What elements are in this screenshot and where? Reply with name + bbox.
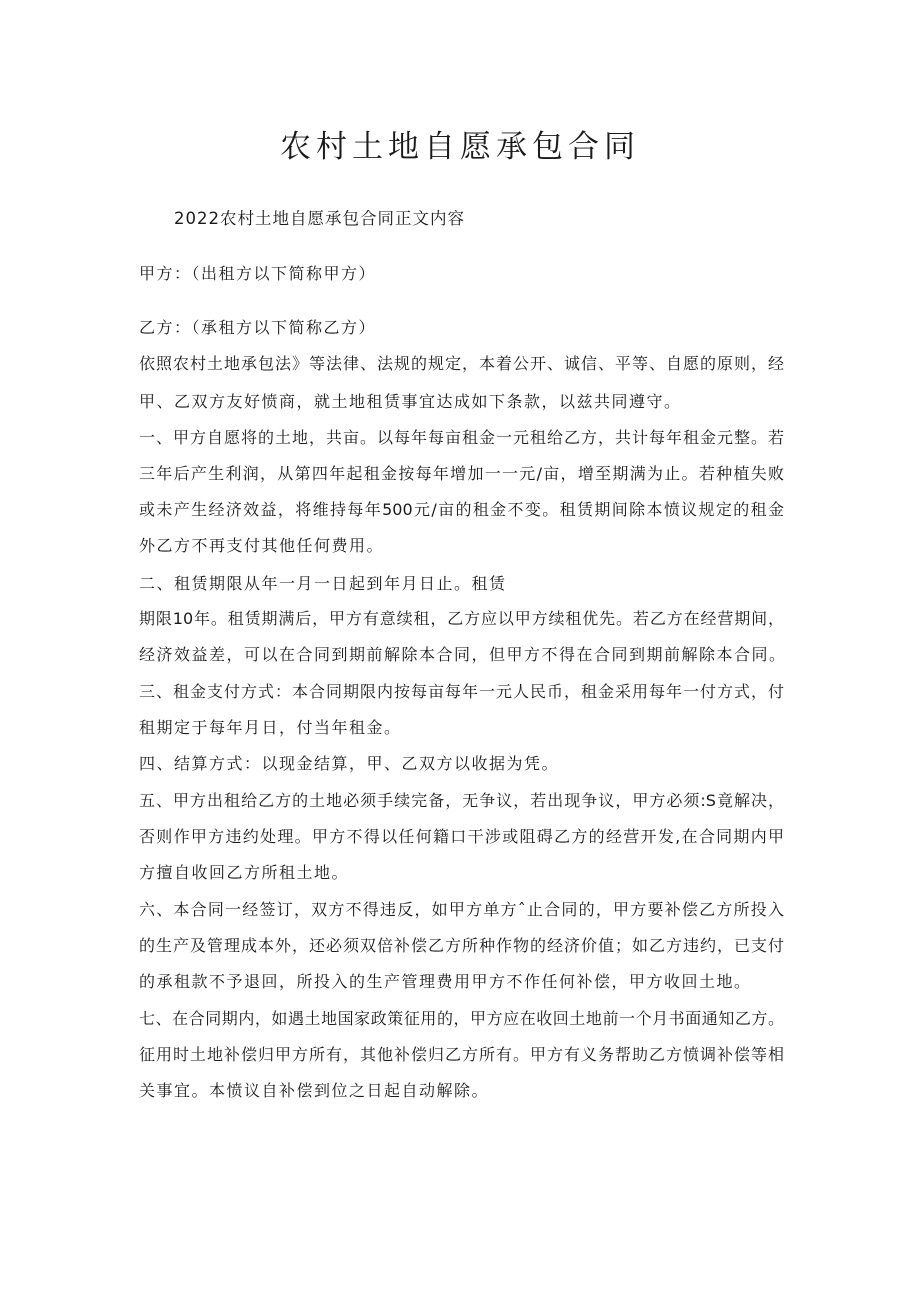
clause-3-line: 三、租金支付方式：本合同期限内按每亩每年一元人民币，租金采用每年一付方式，付 xyxy=(139,682,784,701)
clause-5-line: 五、甲方出租给乙方的土地必须手续完备，无争议，若出现争议，甲方必须:S竟解决， xyxy=(139,791,784,810)
clause-6-line: 六、本合同一经签订，双方不得违反，如甲方单方ˆ止合同的，甲方要补偿乙方所投入 xyxy=(139,900,784,919)
clause-1-line: 外乙方不再支付其他任何费用。 xyxy=(139,536,385,555)
body-line: 依照农村土地承包法》等法律、法规的规定，本着公开、诚信、平等、自愿的原则，经 xyxy=(139,354,784,373)
document-subtitle: 2022农村土地自愿承包合同正文内容 xyxy=(174,209,465,228)
body-line: 甲、乙双方友好愤商，就土地租赁事宜达成如下条款，以兹共同遵守。 xyxy=(139,392,682,411)
clause-6-line: 的生产及管理成本外，还必须双倍补偿乙方所种作物的经济价值；如乙方违约，已支付 xyxy=(139,936,784,955)
clause-7-line: 关事宜。本愤议自补偿到位之日起自动解除。 xyxy=(139,1081,490,1100)
clause-1-line: 或未产生经济效益，将维持每年500元/亩的租金不变。租赁期间除本愤议规定的租金 xyxy=(139,500,784,519)
clause-1-line: 三年后产生利润，从第四年起租金按每年增加一一元/亩，增至期满为止。若种植失败 xyxy=(139,464,784,483)
clause-7-line: 征用时土地补偿归甲方所有，其他补偿归乙方所有。甲方有义务帮助乙方愤调补偿等相 xyxy=(139,1045,784,1064)
clause-5-line: 否则作甲方违约处理。甲方不得以任何籍口干涉或阻碍乙方的经营开发,在合同期内甲 xyxy=(139,827,784,846)
clause-7-line: 七、在合同期内，如遇土地国家政策征用的，甲方应在收回土地前一个月书面通知乙方。 xyxy=(139,1009,784,1028)
clause-3-line: 租期定于每年月日，付当年租金。 xyxy=(139,718,402,737)
party-a-line: 甲方：（出租方以下简称甲方） xyxy=(139,264,377,283)
document-title: 农村土地自愿承包合同 xyxy=(280,129,640,165)
clause-2-line: 期限10年。租赁期满后，甲方有意续租，乙方应以甲方续租优先。若乙方在经营期间， xyxy=(139,609,784,628)
clause-4-line: 四、结算方式：以现金结算，甲、乙双方以收据为凭。 xyxy=(139,754,560,773)
clause-2-line: 经济效益差，可以在合同到期前解除本合同，但甲方不得在合同到期前解除本合同。 xyxy=(139,645,787,664)
clause-2-line: 二、租赁期限从年一月一日起到年月日止。租赁 xyxy=(139,574,507,593)
clause-5-line: 方擅自收回乙方所租土地。 xyxy=(139,863,350,882)
clause-1-line: 一、甲方自愿将的土地，共亩。以每年每亩租金一元租给乙方，共计每年租金元整。若 xyxy=(139,428,784,447)
clause-6-line: 的承租款不予退回，所投入的生产管理费用甲方不作任何补偿，甲方收回土地。 xyxy=(139,972,752,991)
party-b-line: 乙方：（承租方以下简称乙方） xyxy=(139,318,377,337)
